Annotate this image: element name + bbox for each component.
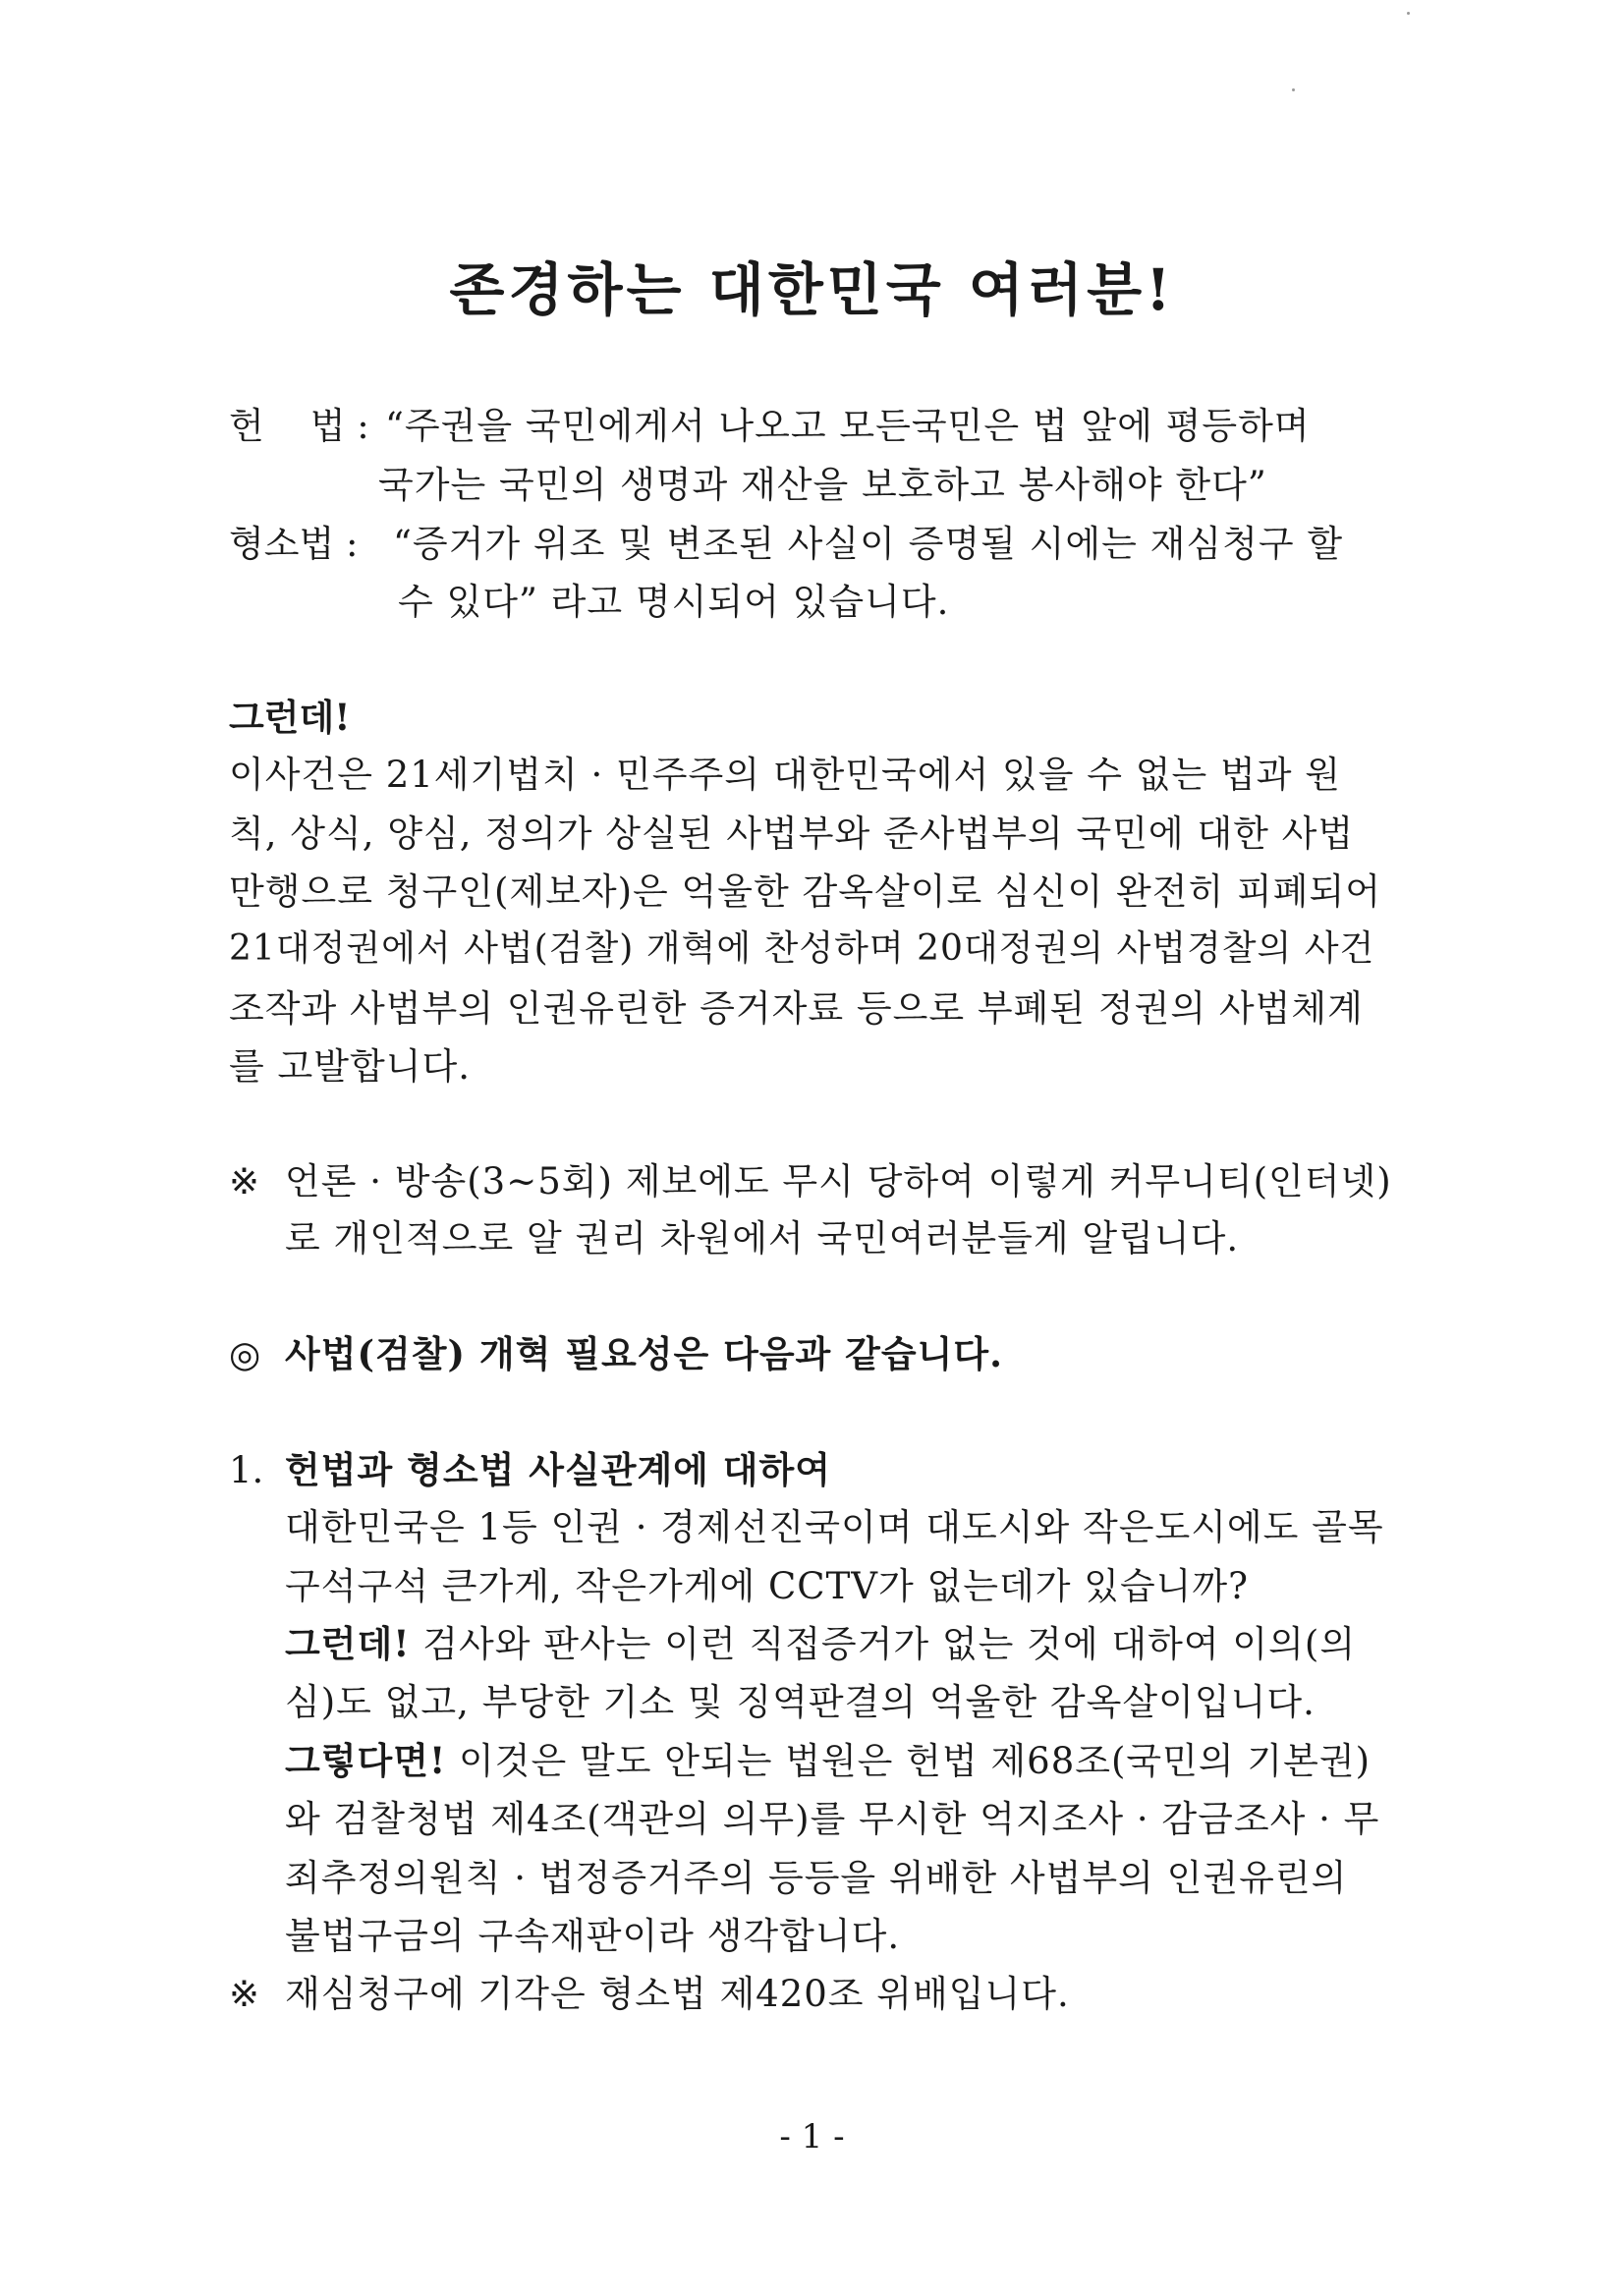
scan-speck bbox=[1407, 12, 1410, 15]
section-heading-but: 그런데! bbox=[229, 696, 351, 739]
item1-line4: 심)도 없고, 부당한 기소 및 징역판결의 억울한 감옥살이입니다. bbox=[285, 1681, 1316, 1723]
body-line: 칙, 상식, 양심, 정의가 상실된 사법부와 준사법부의 국민에 대한 사법 bbox=[229, 812, 1355, 855]
law2-label: 형소법 : bbox=[229, 523, 359, 565]
item1-line5-text: 이것은 말도 안되는 법원은 헌법 제68조(국민의 기본권) bbox=[446, 1740, 1372, 1782]
scan-speck bbox=[1292, 88, 1295, 91]
reference-mark: ※ bbox=[229, 1973, 260, 2015]
emphasis-but: 그런데! bbox=[285, 1622, 411, 1665]
item1-line1: 대한민국은 1등 인권 · 경제선진국이며 대도시와 작은도시에도 골목 bbox=[285, 1506, 1384, 1548]
item-number: 1. bbox=[229, 1449, 264, 1491]
emphasis-then: 그렇다면! bbox=[285, 1739, 447, 1782]
law1-line2: 국가는 국민의 생명과 재산을 보호하고 봉사해야 한다” bbox=[378, 464, 1267, 506]
item1-line5 bbox=[285, 1739, 1372, 1782]
item1-line2: 구석구석 큰가게, 작은가게에 CCTV가 없는데가 있습니까? bbox=[285, 1565, 1250, 1607]
item1-line6: 와 검찰청법 제4조(객관의 의무)를 무시한 억지조사 · 감금조사 · 무 bbox=[285, 1798, 1380, 1840]
law1-label: 헌 법 : bbox=[229, 405, 369, 447]
bullseye-mark: ◎ bbox=[229, 1333, 261, 1375]
item1-heading: 헌법과 형소법 사실관계에 대하여 bbox=[285, 1448, 832, 1491]
note1-line1: 언론 · 방송(3~5회) 제보에도 무시 당하여 이렇게 커무니티(인터넷) bbox=[285, 1160, 1392, 1203]
body-line: 를 고발합니다. bbox=[229, 1045, 471, 1088]
note2-text: 재심청구에 기각은 형소법 제420조 위배입니다. bbox=[285, 1973, 1070, 2015]
item1-line3 bbox=[285, 1622, 1357, 1665]
note1-line2: 로 개인적으로 알 권리 차원에서 국민여러분들게 알립니다. bbox=[285, 1217, 1240, 1260]
reference-mark: ※ bbox=[229, 1160, 260, 1203]
item1-line8: 불법구금의 구속재판이라 생각합니다. bbox=[285, 1915, 901, 1957]
body-line: 만행으로 청구인(제보자)은 억울한 감옥살이로 심신이 완전히 피폐되어 bbox=[229, 870, 1381, 913]
body-line: 조작과 사법부의 인권유린한 증거자료 등으로 부폐된 정권의 사법체계 bbox=[229, 987, 1364, 1030]
item1-line7: 죄추정의원칙 · 법정증거주의 등등을 위배한 사법부의 인권유린의 bbox=[285, 1857, 1348, 1899]
body-line: 21대정권에서 사법(검찰) 개혁에 찬성하며 20대정권의 사법경찰의 사건 bbox=[229, 928, 1375, 969]
page-number: - 1 - bbox=[779, 2117, 845, 2156]
law1-line1: “주권을 국민에게서 나오고 모든국민은 법 앞에 평등하며 bbox=[385, 405, 1311, 447]
law2-line1: “증거가 위조 및 변조된 사실이 증명될 시에는 재심청구 할 bbox=[393, 523, 1344, 565]
law2-line2: 수 있다” 라고 명시되어 있습니다. bbox=[398, 581, 950, 623]
body-line: 이사건은 21세기법치 · 민주주의 대한민국에서 있을 수 없는 법과 원 bbox=[229, 754, 1341, 796]
necessity-heading: 사법(검찰) 개혁 필요성은 다음과 같습니다. bbox=[285, 1332, 1004, 1375]
item1-line3-text: 검사와 판사는 이런 직접증거가 없는 것에 대하여 이의(의 bbox=[410, 1623, 1357, 1665]
document-title: 존경하는 대한민국 여러분! bbox=[449, 256, 1175, 323]
